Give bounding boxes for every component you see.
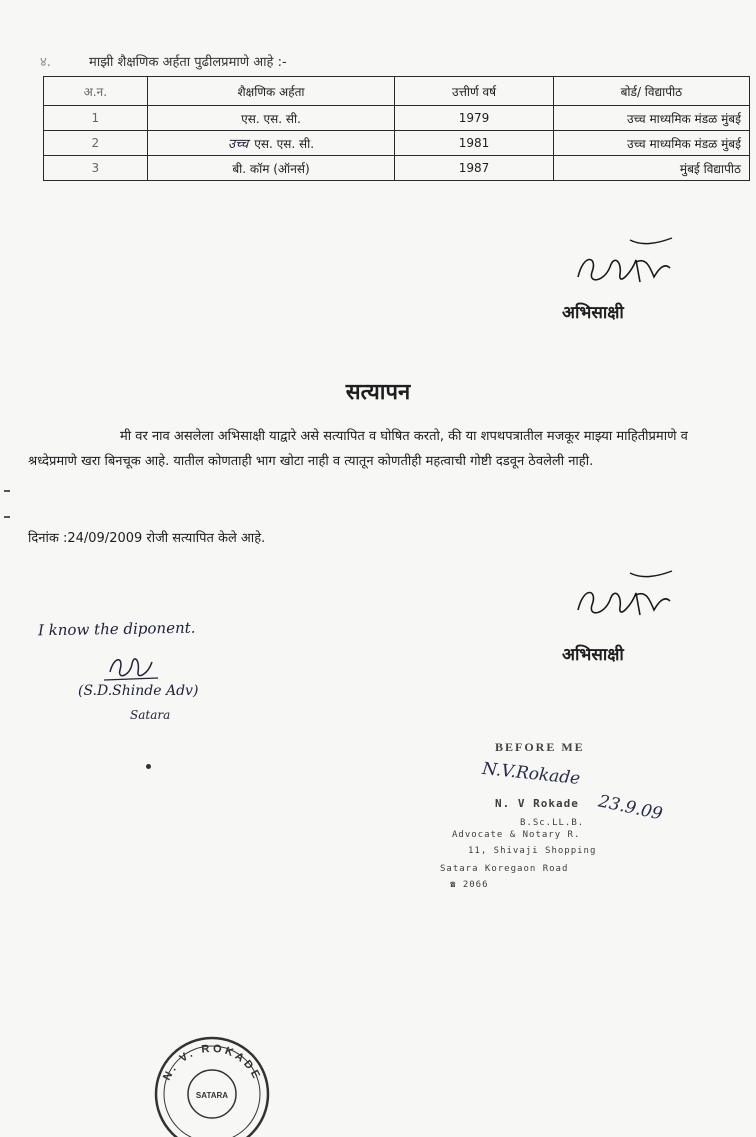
advocate-name: (S.D.Shinde Adv)	[78, 683, 199, 699]
advocate-city: Satara	[130, 708, 171, 722]
notary-handwritten-date: 23.9.09	[596, 791, 665, 825]
notary-handwritten-name: N.V.Rokade	[481, 758, 582, 790]
notary-line: B.Sc.LL.B.	[520, 818, 585, 828]
header-board: बोर्ड/ विद्यापीठ	[553, 77, 749, 106]
section-number: ४.	[40, 55, 51, 70]
row-sr: 1	[44, 106, 148, 131]
advocate-note: I know the diponent.	[37, 618, 196, 640]
deponent-signature-1	[570, 232, 680, 302]
handwritten-prefix: उच्च	[227, 137, 249, 152]
notary-line: 11, Shivaji Shopping	[468, 846, 597, 856]
row-year: 1979	[395, 106, 553, 131]
row-sr: 2	[44, 131, 148, 156]
seal-outer-text: N. V. ROKADE	[161, 1042, 264, 1083]
signature-label-2: अभिसाक्षी	[562, 645, 624, 665]
before-me-stamp: BEFORE ME	[495, 740, 585, 754]
notary-line: Advocate & Notary R.	[452, 830, 581, 840]
seal-inner-text: SATARA	[195, 1091, 229, 1100]
scan-mark	[4, 490, 10, 492]
row-board: उच्च माध्यमिक मंडळ मुंबई	[553, 131, 749, 156]
table-row	[44, 131, 750, 156]
qualification-table	[43, 76, 750, 181]
advocate-signature	[102, 650, 162, 684]
deponent-signature-2	[570, 565, 680, 635]
header-sr: अ.न.	[44, 77, 148, 106]
signature-label-1: अभिसाक्षी	[562, 303, 624, 323]
ink-dot	[146, 764, 151, 769]
row-board: मुंबई विद्यापीठ	[553, 156, 749, 181]
header-qualification: शैक्षणिक अर्हता	[147, 77, 395, 106]
verification-paragraph: मी वर नाव असलेला अभिसाक्षी याद्वारे असे सत्यापित व घोषित करतो, की या शपथपत्रातील मजकूर माझ्या माहितीप्रमाणे व श्रध्देप्रमाणे खरा बिनचूक आहे. यातील कोणताही भाग खोटा नाही व त्यातून कोणतीही महत्वाची गोष्टी दडवून ठेवलेली नाही.	[28, 429, 688, 469]
row-qualification: बी. कॉम (ऑनर्स)	[147, 156, 395, 181]
row-sr: 3	[44, 156, 148, 181]
row-qualification: एस. एस. सी.	[254, 137, 315, 151]
header-year: उत्तीर्ण वर्ष	[395, 77, 553, 106]
scan-mark	[4, 516, 10, 518]
row-year: 1987	[395, 156, 553, 181]
table-row	[44, 156, 750, 181]
notary-seal	[148, 1028, 274, 1137]
table-header-row	[44, 77, 750, 106]
row-qualification: एस. एस. सी.	[147, 106, 395, 131]
table-row	[44, 106, 750, 131]
row-board: उच्च माध्यमिक मंडळ मुंबई	[553, 106, 749, 131]
notary-name: N. V Rokade	[495, 797, 579, 810]
verification-title: सत्यापन	[345, 380, 411, 405]
notary-line: ☎ 2066	[450, 880, 489, 890]
intro-text: माझी शैक्षणिक अर्हता पुढीलप्रमाणे आहे :-	[89, 55, 287, 70]
verification-date: दिनांक :24/09/2009 रोजी सत्यापित केले आहे.	[28, 531, 266, 546]
row-year: 1981	[395, 131, 553, 156]
row-qualification-cell	[147, 131, 395, 156]
notary-line: Satara Koregaon Road	[440, 864, 569, 874]
qualification-intro	[40, 52, 287, 70]
